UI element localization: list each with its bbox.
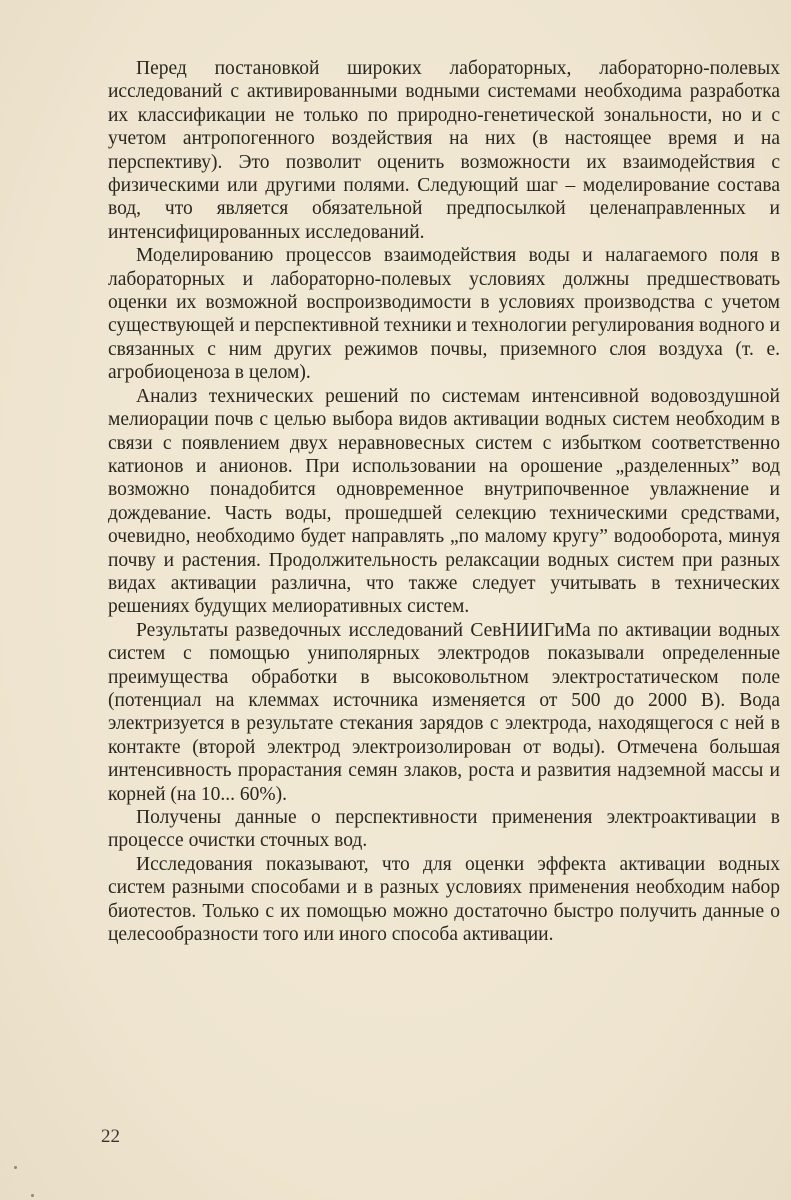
paragraph-2: Моделированию процессов взаимодействия воды и налагаемого поля в лабораторных и лабораторно-полевых условиях должны предшествовать оценки их возможной воспроизводимости в условиях производства с учетом существующей и перспективной техники и технологии регулирования водного и связанных с ним других режимов почвы, приземного слоя воздуха (т. е. агробиоценоза в целом). [108, 245, 780, 384]
paragraph-4: Результаты разведочных исследований СевНИИГиМа по активации водных систем с помощью униполярных электродов показывали определенные преимущества обработки в высоковольтном электростатическом поле (потенциал на клеммах источника изменяется от 500 до 2000 В). Вода электризуется в результате стекания зарядов с электрода, находящегося с ней в контакте (второй электрод электроизолирован от воды). Отмечена большая интенсивность прорастания семян злаков, роста и развития надземной массы и корней (на 10... 60%). [108, 619, 780, 805]
paragraph-6: Исследования показывают, что для оценки эффекта активации водных систем разными способами и в разных условиях применения необходим набор биотестов. Только с их помощью можно достаточно быстро получить данные о целесообразности того или иного способа активации. [108, 853, 780, 946]
scan-speck [14, 1166, 17, 1169]
body-text [108, 57, 780, 946]
paragraph-1: Перед постановкой широких лабораторных, лабораторно-полевых исследований с активированными водными системами необходима разработка их классификации не только по природно-генетической зональности, но и с учетом антропогенного воздействия на них (в настоящее время и на перспективу). Это позволит оценить возможности их взаимодействия с физическими или другими полями. Следующий шаг – моделирование состава вод, что является обязательной предпосылкой целенаправленных и интенсифицированных исследований. [108, 58, 780, 243]
paragraph-5: Получены данные о перспективности применения электроактивации в процессе очистки сточных вод. [108, 807, 780, 852]
paragraph-3: Анализ технических решений по системам интенсивной водовоздушной мелиорации почв с целью выбора видов активации водных систем необходим в связи с появлением двух неравновесных систем с избытком соответственно катионов и анионов. При использовании на орошение „разделенных” вод возможно понадобится одновременное внутрипочвенное увлажнение и дождевание. Часть воды, прошедшей селекцию техническими средствами, очевидно, необходимо будет направлять „по малому кругу” водооборота, минуя почву и растения. Продолжительность релаксации водных систем при разных видах активации различна, что также следует учитывать в технических решениях будущих мелиоративных систем. [108, 385, 780, 618]
scan-speck [31, 1194, 34, 1197]
page-number: 22 [101, 1126, 120, 1147]
